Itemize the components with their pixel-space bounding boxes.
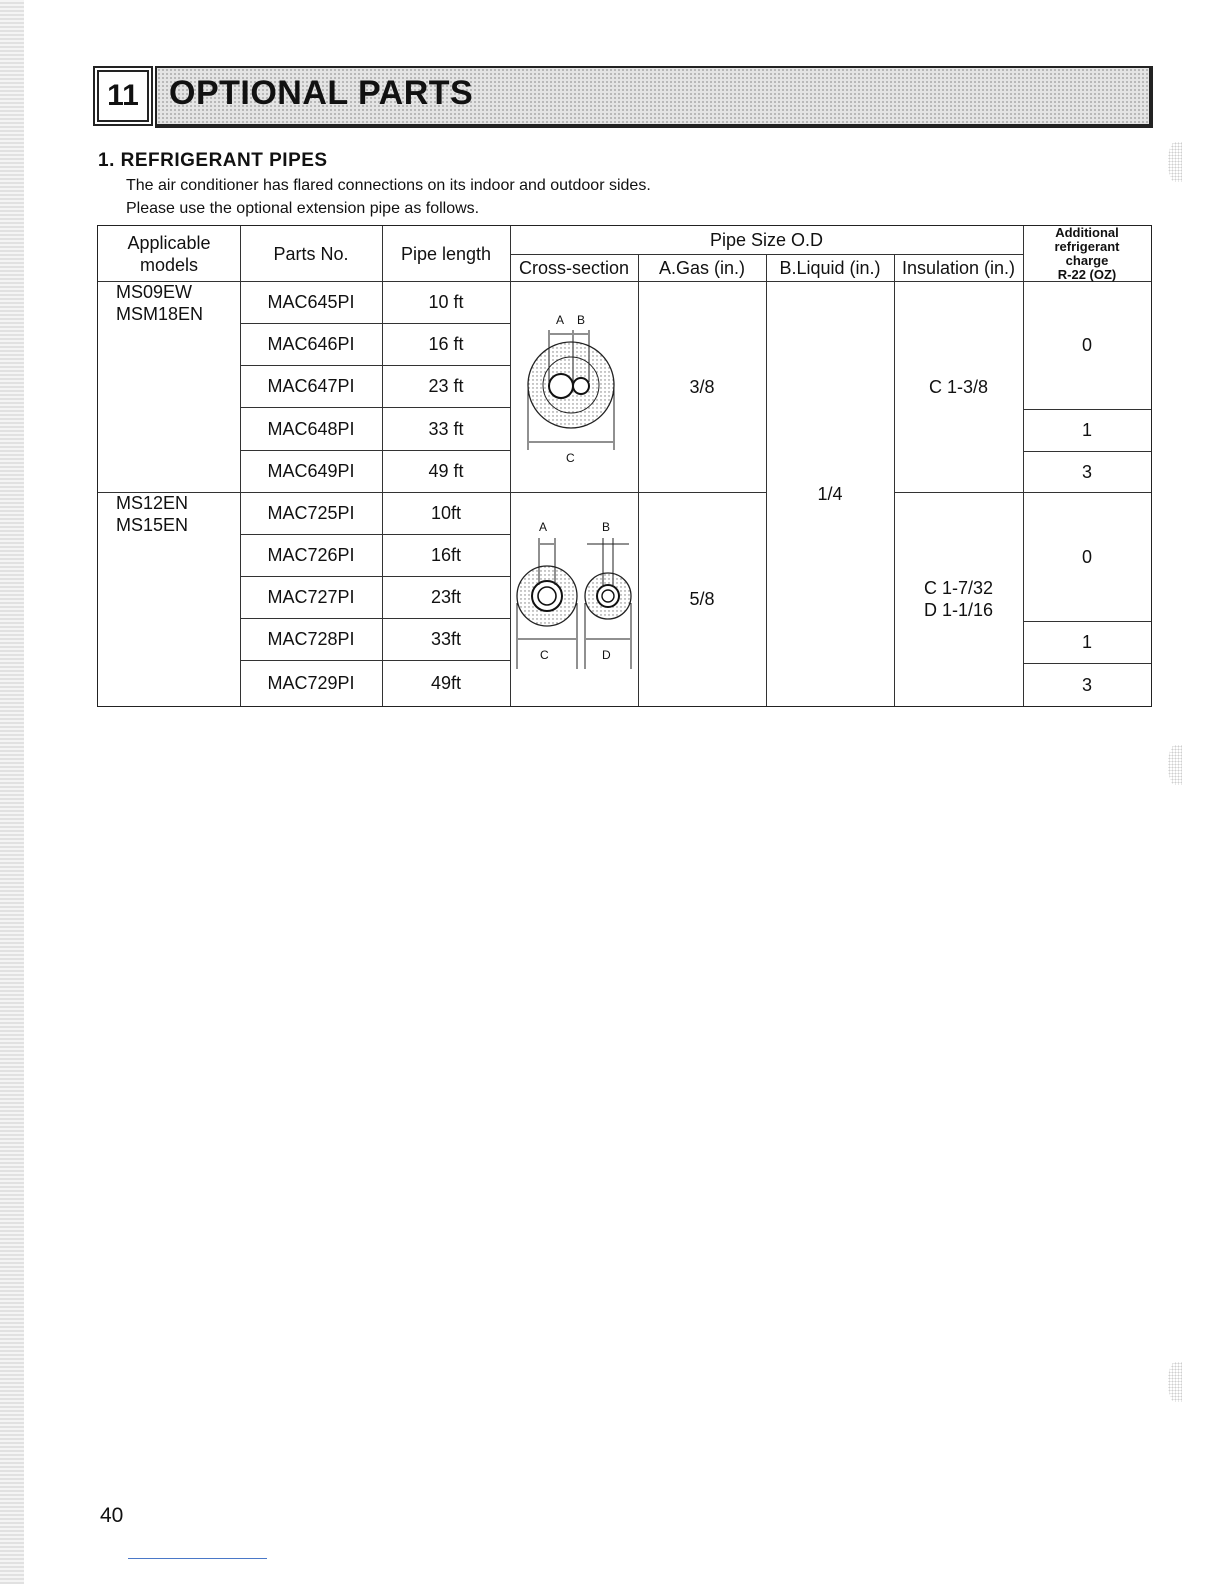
binding-edge bbox=[0, 0, 24, 1584]
insulation-value: C 1-3/8 bbox=[928, 376, 989, 397]
model-name: MSM18EN bbox=[116, 304, 204, 324]
part-number: MAC649PI bbox=[267, 461, 355, 481]
header-additional-charge bbox=[1023, 226, 1151, 281]
header-applicable-models: Applicable models bbox=[127, 232, 211, 275]
diagram-label: B bbox=[602, 520, 611, 534]
header-liquid: B.Liquid (in.) bbox=[779, 257, 881, 278]
part-number: MAC645PI bbox=[267, 292, 355, 312]
pipe-length: 33ft bbox=[430, 629, 462, 649]
diagram-label: A bbox=[556, 313, 565, 327]
models-cell bbox=[98, 281, 240, 492]
footer-line bbox=[128, 1558, 267, 1559]
pipe-length: 33 ft bbox=[428, 418, 464, 439]
refrigerant-charge: 3 bbox=[1081, 461, 1092, 482]
section-title-bar bbox=[155, 66, 1153, 128]
gas-size: 5/8 bbox=[689, 589, 715, 609]
part-number: MAC729PI bbox=[267, 673, 355, 693]
section-title: OPTIONAL PARTS bbox=[169, 74, 474, 112]
model-name: MS12EN bbox=[116, 493, 189, 513]
part-number: MAC728PI bbox=[267, 629, 355, 649]
header-parts-no: Parts No. bbox=[273, 243, 349, 264]
insulation-size bbox=[894, 281, 1023, 492]
header-charge-line: Additional bbox=[1055, 224, 1119, 240]
liquid-size: 1/4 bbox=[817, 483, 843, 504]
refrigerant-charge: 3 bbox=[1081, 674, 1092, 695]
header-charge-line: R-22 (OZ) bbox=[1057, 266, 1117, 282]
intro-line-1: The air conditioner has flared connections on its indoor and outdoor sides. bbox=[126, 177, 651, 194]
insulation-size bbox=[894, 492, 1023, 706]
header-insulation: Insulation (in.) bbox=[901, 257, 1016, 278]
insulation-value: D 1-1/16 bbox=[923, 600, 994, 620]
page-number: 40 bbox=[100, 1504, 124, 1527]
header-pipe-length: Pipe length bbox=[400, 243, 492, 264]
refrigerant-charge: 1 bbox=[1081, 632, 1092, 652]
diagram-label: C bbox=[566, 451, 575, 465]
pipe-length: 10ft bbox=[430, 503, 462, 523]
model-name: MS15EN bbox=[116, 515, 189, 535]
pipe-length: 49ft bbox=[430, 673, 462, 693]
gas-pipe bbox=[532, 581, 562, 611]
part-number: MAC646PI bbox=[267, 334, 355, 354]
part-number: MAC725PI bbox=[267, 503, 355, 523]
model-name: MS09EW bbox=[116, 282, 193, 302]
refrigerant-pipe-table bbox=[97, 225, 1152, 707]
liquid-pipe bbox=[597, 585, 619, 607]
header-charge-line: refrigerant bbox=[1054, 238, 1120, 254]
diagram-label: C bbox=[540, 648, 549, 662]
intro-line-2: Please use the optional extension pipe as follows. bbox=[126, 200, 480, 217]
models-cell bbox=[98, 492, 240, 706]
scan-artifact bbox=[1168, 142, 1182, 182]
pipe-length: 49 ft bbox=[428, 461, 464, 481]
part-number: MAC726PI bbox=[267, 545, 355, 565]
part-number: MAC648PI bbox=[267, 418, 355, 439]
gas-pipe bbox=[549, 374, 573, 398]
gas-size: 3/8 bbox=[689, 376, 715, 397]
subsection-title: 1. REFRIGERANT PIPES bbox=[98, 150, 328, 171]
refrigerant-charge: 1 bbox=[1081, 420, 1092, 440]
pipe-length: 10 ft bbox=[428, 292, 464, 312]
header-charge-line: charge bbox=[1065, 252, 1109, 268]
diagram-label: D bbox=[602, 648, 611, 662]
header-cross-section: Cross-section bbox=[518, 257, 630, 278]
part-number: MAC647PI bbox=[267, 376, 355, 396]
header-gas: A.Gas (in.) bbox=[658, 257, 746, 278]
scan-artifact bbox=[1168, 745, 1182, 785]
diagram-label: A bbox=[539, 520, 548, 534]
refrigerant-charge: 0 bbox=[1081, 335, 1092, 355]
cross-section-diagram-single-jacket bbox=[511, 282, 638, 492]
cross-section-diagram-separate-jackets bbox=[511, 493, 638, 705]
pipe-length: 16ft bbox=[430, 545, 462, 565]
pipe-length: 23ft bbox=[430, 587, 462, 607]
pipe-length: 16 ft bbox=[428, 334, 464, 354]
insulation-value: C 1-7/32 bbox=[923, 578, 994, 598]
scan-artifact bbox=[1168, 1362, 1182, 1402]
diagram-label: B bbox=[577, 313, 586, 327]
section-number: 11 bbox=[93, 66, 153, 126]
liquid-pipe bbox=[573, 378, 589, 394]
section-header bbox=[93, 66, 1151, 126]
header-pipe-size: Pipe Size O.D bbox=[709, 230, 824, 250]
refrigerant-charge: 0 bbox=[1081, 546, 1092, 567]
part-number: MAC727PI bbox=[267, 587, 355, 607]
pipe-length: 23 ft bbox=[428, 376, 464, 396]
